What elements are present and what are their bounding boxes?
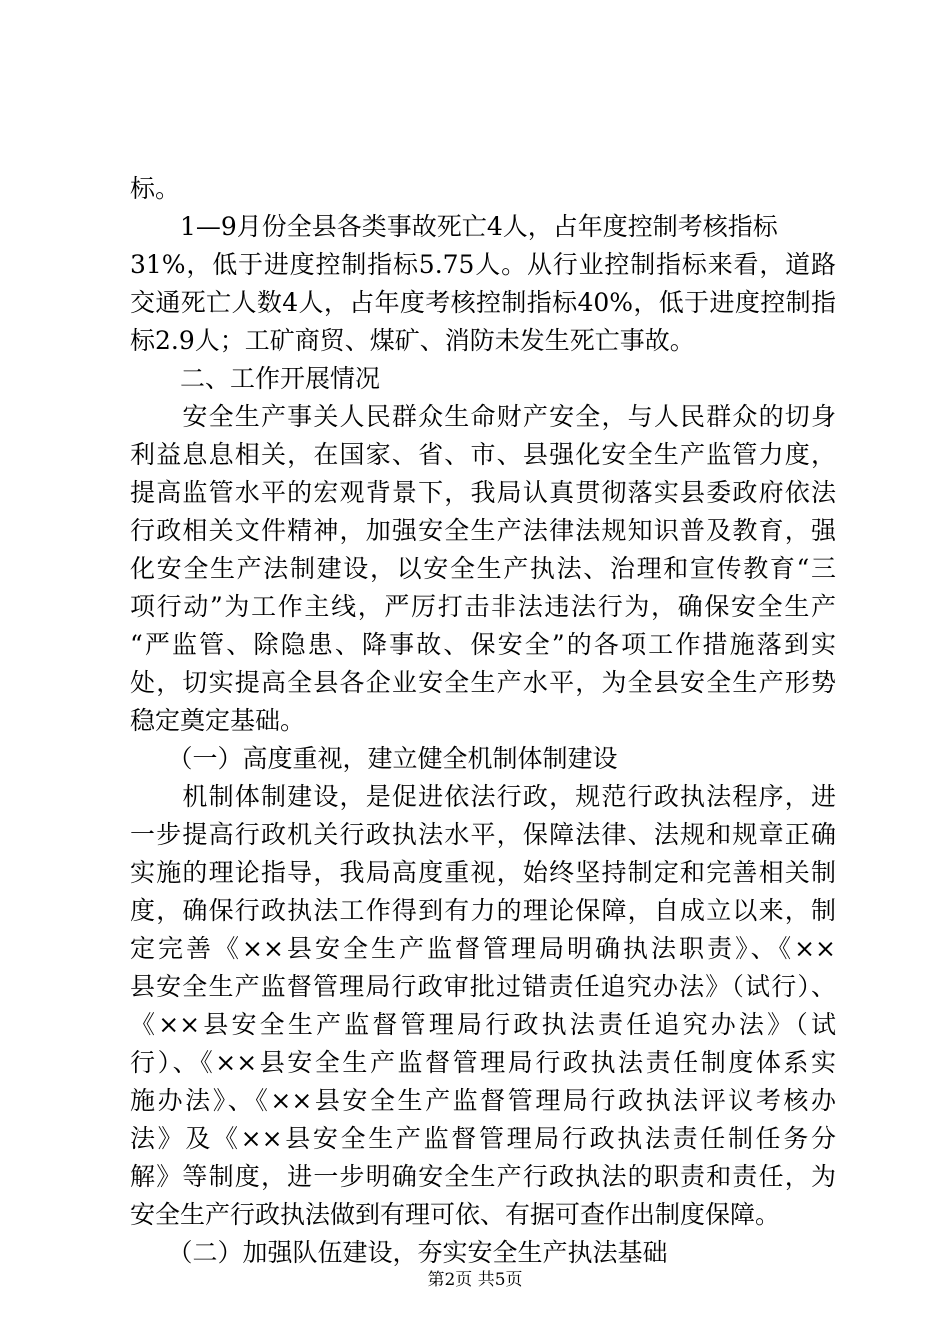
subsection-heading: （二）加强队伍建设，夯实安全生产执法基础: [130, 1238, 668, 1267]
text-line: 县安全生产监督管理局行政审批过错责任追究办法》（试行）、: [130, 972, 836, 1001]
text-line: 稳定奠定基础。: [130, 706, 306, 735]
text-line: 安全生产行政执法做到有理可依、有据可查作出制度保障。: [130, 1200, 781, 1229]
text-line: 法》及《××县安全生产监督管理局行政执法责任制任务分: [130, 1124, 836, 1153]
subsection-heading: （一）高度重视，建立健全机制体制建设: [130, 744, 618, 773]
text-line: 处，切实提高全县各企业安全生产水平，为全县安全生产形势: [130, 668, 836, 697]
text-line: 度，确保行政执法工作得到有力的理论保障，自成立以来，制: [130, 896, 836, 925]
text-line: 标。: [130, 174, 181, 203]
text-line: 化安全生产法制建设，以安全生产执法、治理和宣传教育“三: [130, 554, 836, 583]
text-line: 标2.9人；工矿商贸、煤矿、消防未发生死亡事故。: [130, 326, 695, 355]
text-line: 项行动”为工作主线，严厉打击非法违法行为，确保安全生产: [130, 592, 836, 621]
text-line: 提高监管水平的宏观背景下，我局认真贯彻落实县委政府依法: [130, 478, 836, 507]
section-heading: 二、工作开展情况: [130, 364, 381, 393]
text-line: 利益息息相关，在国家、省、市、县强化安全生产监管力度，: [130, 440, 836, 469]
text-line: 定完善《××县安全生产监督管理局明确执法职责》、《××: [130, 934, 836, 963]
text-line: 安全生产事关人民群众生命财产安全，与人民群众的切身: [130, 402, 836, 431]
text-line: 施办法》、《××县安全生产监督管理局行政执法评议考核办: [130, 1086, 836, 1115]
text-line: 行）、《××县安全生产监督管理局行政执法责任制度体系实: [130, 1048, 836, 1077]
page-footer: 第2页 共5页: [427, 1270, 523, 1290]
text-line: 31%，低于进度控制指标5.75人。从行业控制指标来看，道路: [130, 250, 836, 279]
text-line: 解》等制度，进一步明确安全生产行政执法的职责和责任，为: [130, 1162, 836, 1191]
text-line: 一步提高行政机关行政执法水平，保障法律、法规和规章正确: [130, 820, 836, 849]
text-line: 1—9月份全县各类事故死亡4人，占年度控制考核指标: [130, 212, 778, 241]
text-line: 行政相关文件精神，加强安全生产法律法规知识普及教育，强: [130, 516, 836, 545]
text-line: 实施的理论指导，我局高度重视，始终坚持制定和完善相关制: [130, 858, 836, 887]
text-line: 机制体制建设，是促进依法行政，规范行政执法程序，进: [130, 782, 836, 811]
text-line: “严监管、除隐患、降事故、保安全”的各项工作措施落到实: [130, 630, 836, 659]
text-line: 交通死亡人数4人，占年度考核控制指标40%，低于进度控制指: [130, 288, 836, 317]
text-line: 《××县安全生产监督管理局行政执法责任追究办法》（试: [130, 1010, 836, 1039]
